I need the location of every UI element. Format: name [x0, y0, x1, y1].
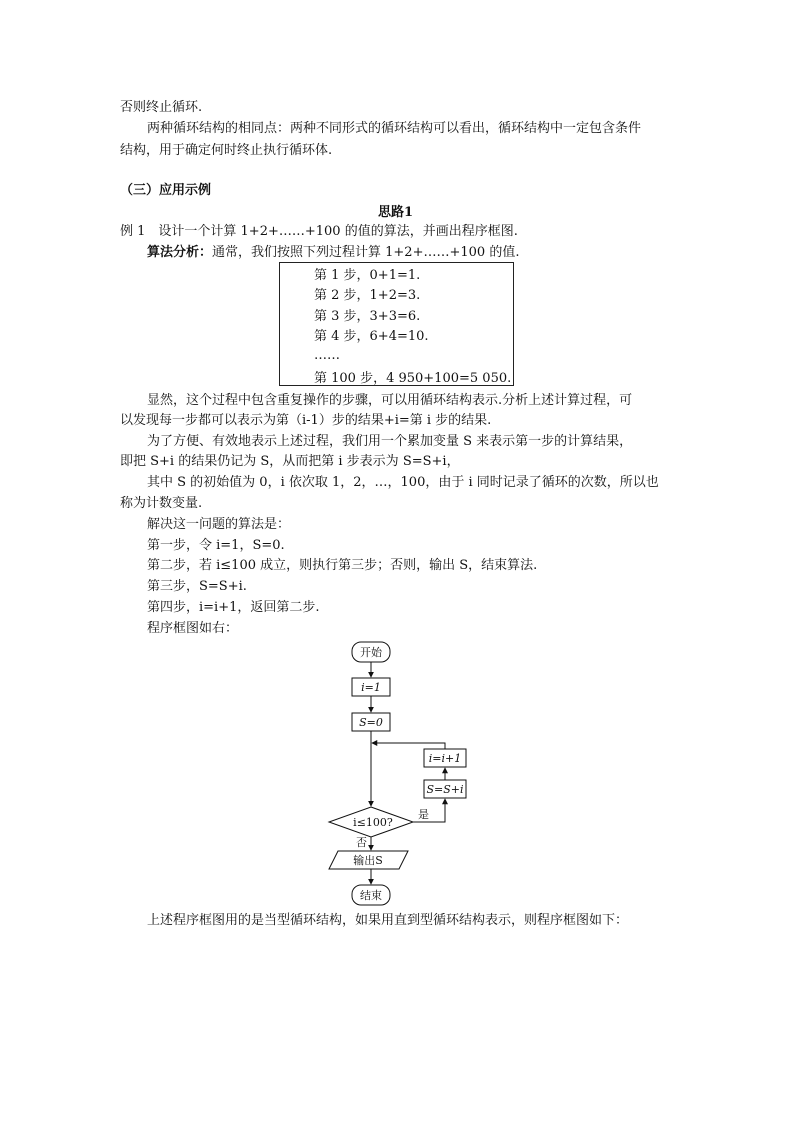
output-label: 输出S [353, 854, 383, 867]
paragraph-3b: 称为计数变量. [120, 496, 203, 511]
yes-label: 是 [418, 808, 429, 821]
step-4: 第 4 步，6+4=10. [314, 329, 429, 344]
line-2: 两种循环结构的相同点：两种不同形式的循环结构可以看出，循环结构中一定包含条件 [147, 121, 642, 136]
analysis-text: 通常，我们按照下列过程计算 1+2+……+100 的值. [212, 245, 520, 260]
paragraph-2b: 即把 S+i 的结果仍记为 S，从而把第 i 步表示为 S=S+i， [120, 454, 460, 469]
line-3: 结构，用于确定何时终止执行循环体. [120, 143, 333, 158]
flowchart-intro: 程序框图如右： [147, 621, 239, 636]
paragraph-2a: 为了方便、有效地表示上述过程，我们用一个累加变量 S 来表示第一步的计算结果， [147, 434, 633, 449]
paragraph-1a: 显然，这个过程中包含重复操作的步骤，可以用循环结构表示.分析上述计算过程，可 [147, 393, 633, 408]
algorithm-step-1: 第一步，令 i=1，S=0. [147, 538, 285, 553]
analysis-line [147, 245, 519, 261]
init-i-label: i=1 [361, 681, 381, 694]
example-title: 例 1 设计一个计算 1+2+……+100 的值的算法，并画出程序框图. [120, 224, 518, 239]
algorithm-step-3: 第三步，S=S+i. [147, 579, 247, 594]
no-label: 否 [356, 836, 367, 849]
algorithm-step-2: 第二步，若 i≤100 成立，则执行第三步；否则，输出 S，结束算法. [147, 558, 538, 573]
end-label: 结束 [360, 889, 382, 902]
increment-i-label: i=i+1 [428, 752, 462, 765]
step-1: 第 1 步，0+1=1. [314, 268, 421, 283]
start-label: 开始 [360, 646, 382, 659]
init-s-label: S=0 [359, 716, 383, 729]
paragraph-3a: 其中 S 的初始值为 0，i 依次取 1，2，…，100，由于 i 同时记录了循环的次数，所以也 [147, 475, 659, 490]
algorithm-intro: 解决这一问题的算法是： [147, 517, 291, 532]
condition-label: i≤100? [353, 816, 393, 829]
line-1: 否则终止循环. [120, 100, 203, 115]
step-100: 第 100 步，4 950+100=5 050. [314, 371, 512, 386]
section-heading: （三）应用示例 [120, 183, 212, 198]
accumulate-s-label: S=S+i [426, 783, 464, 796]
analysis-label: 算法分析： [147, 245, 213, 260]
flowchart [320, 635, 480, 910]
step-ellipsis: …… [314, 348, 340, 363]
paragraph-1b: 以发现每一步都可以表示为第（i-1）步的结果+i=第 i 步的结果. [120, 413, 492, 428]
steps-box [279, 262, 514, 386]
step-2: 第 2 步，1+2=3. [314, 288, 421, 303]
closing-line: 上述程序框图用的是当型循环结构，如果用直到型循环结构表示，则程序框图如下： [147, 913, 629, 928]
step-3: 第 3 步，3+3=6. [314, 309, 421, 324]
algorithm-step-4: 第四步，i=i+1，返回第二步. [147, 600, 320, 615]
loop-back-line [372, 743, 445, 749]
idea-heading: 思路1 [378, 205, 414, 220]
